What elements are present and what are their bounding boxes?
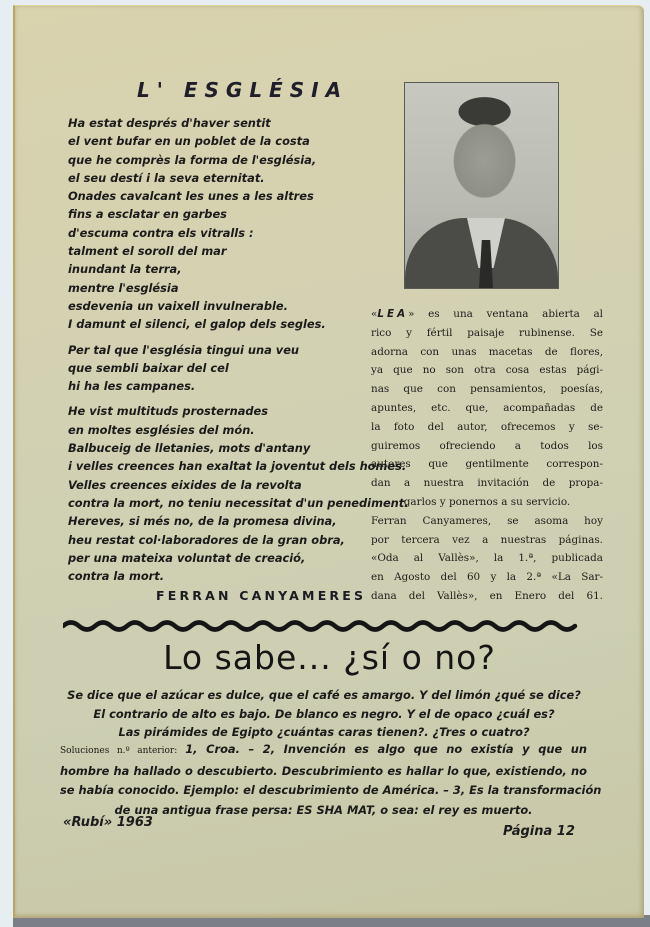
poem-line: Velles creences eixides de la revolta [68, 477, 302, 492]
quiz-question: El contrario de alto es bajo. De blanco es negro. Y el de opaco ¿cuál es? [93, 706, 555, 721]
lea-line: Ferran Canyameres, se asoma hoy [371, 514, 603, 527]
poem-stanza-3 [68, 402, 409, 585]
magazine-page [13, 5, 644, 918]
poem-line: inundant la terra, [68, 262, 182, 277]
poem-line: Ha estat després d'haver sentit [68, 116, 271, 130]
poem-line: hi ha les campanes. [68, 379, 196, 394]
poem-line: el vent bufar en un poblet de la costa [68, 134, 310, 149]
poem-stanza-1 [68, 114, 398, 334]
poem-stanza-2 [68, 341, 398, 396]
solutions-line: de una antigua frase persa: ES SHA MAT, o sea: el rey es muerto. [114, 802, 533, 817]
lea-line: autores que gentilmente correspon- [371, 458, 603, 471]
lea-line: en Agosto del 60 y la 2.ª «La Sar- [371, 571, 603, 584]
poem-line: Onades cavalcant les unes a les altres [68, 189, 314, 204]
quiz-solutions [60, 740, 602, 820]
poem-line: Hereves, si més no, de la promesa divina, [68, 514, 337, 529]
quiz-questions [59, 686, 589, 742]
footer-publication: «Rubí» 1963 [63, 815, 153, 830]
lea-line: «Oda al Vallès», la 1.ª, publicada [371, 552, 603, 565]
poem-line: esdevenia un vaixell invulnerable. [68, 298, 288, 313]
lea-line: dan a nuestra invitación de propa- [371, 477, 603, 490]
quiz-question: Las pirámides de Egipto ¿cuántas caras tienen?. ¿Tres o cuatro? [118, 725, 530, 739]
lea-line-0: «LEA» es una ventana abierta al [371, 308, 603, 320]
lea-line: apuntes, etc. que, acompañadas de [371, 401, 603, 414]
poem-line: contra la mort, no teniu necessitat d'un penediment. [68, 495, 409, 510]
poem-line: que sembli baixar del cel [68, 360, 229, 375]
solutions-line: hombre ha hallado o descubierto. Descubrimiento es hallar lo que, existiendo, no [60, 763, 587, 778]
quiz-question: Se dice que el azúcar es dulce, que el café es amargo. Y del limón ¿qué se dice? [67, 688, 581, 702]
lea-line: adorna con unas macetas de flores, [371, 345, 603, 358]
quiz-title: Lo sabe... ¿sí o no? [163, 638, 496, 677]
author-portrait-photo [404, 82, 559, 289]
poem-line: Balbuceig de lletanies, mots d'antany [68, 441, 311, 456]
solutions-label: Soluciones n.º anterior: [60, 746, 178, 756]
poem-line: i velles creences han exaltat la joventut dels homes. [68, 459, 407, 474]
poem-line: per una mateixa voluntat de creació, [68, 550, 306, 565]
poem-author: FERRAN CANYAMERES [156, 588, 367, 603]
poem-line: Per tal que l'església tingui una veu [68, 342, 300, 357]
lea-note [371, 305, 603, 606]
lea-line: dana del Vallès», en Enero del 61. [371, 589, 603, 602]
poem-line: contra la mort. [68, 569, 165, 584]
poem-line: talment el soroll del mar [68, 244, 227, 259]
footer-page-number: Página 12 [503, 824, 575, 839]
poem-line: en moltes esglésies del món. [68, 422, 255, 437]
solutions-line: se había conocido. Ejemplo: el descubrimiento de América. – 3, Es la transformación [60, 783, 602, 797]
poem-line: mentre l'església [68, 280, 179, 295]
decorative-wave-divider [63, 618, 581, 634]
lea-line: la foto del autor, ofrecemos y se- [371, 420, 603, 433]
lea-label: LEA [377, 308, 409, 320]
poem-line: fins a esclatar en garbes [68, 207, 227, 222]
poem-line: que he comprès la forma de l'església, [68, 152, 317, 167]
lea-line: ya que no son otra cosa estas pági- [371, 364, 603, 377]
poem-line: heu restat col·laboradores de la gran obra, [68, 532, 345, 547]
lea-line: garlos y ponernos a su servicio. [403, 495, 571, 508]
lea-line: rico y fértil paisaje rubinense. Se [371, 326, 603, 339]
poem-line: I damunt el silenci, el galop dels segles. [68, 317, 326, 332]
poem-body [68, 114, 409, 592]
poem-line: el seu destí i la seva eternitat. [68, 170, 265, 185]
lea-line: por tercera vez a nuestras páginas. [371, 533, 603, 546]
lea-line: nas que con pensamientos, poesías, [371, 383, 603, 396]
poem-line: d'escuma contra els vitralls : [68, 225, 254, 240]
lea-line: guiremos ofreciendo a todos los [371, 439, 603, 452]
poem-title: L' ESGLÉSIA [137, 78, 349, 102]
poem-line: He vist multituds prosternades [68, 404, 269, 419]
solutions-line-0: Soluciones n.º anterior: 1, Croa. – 2, Invención es algo que no existía y que un [60, 742, 587, 756]
